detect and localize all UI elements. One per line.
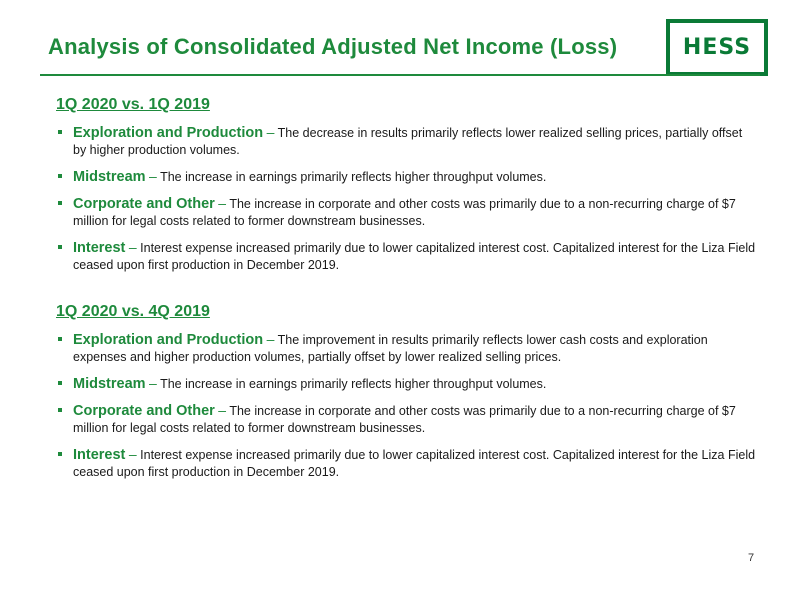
bullet-dash: – (149, 168, 157, 184)
bullet-text: The increase in earnings primarily reflects higher throughput volumes. (160, 377, 547, 391)
page-number: 7 (748, 552, 755, 564)
bullet-list-2 (56, 331, 756, 481)
bullet-item (56, 239, 756, 274)
bullet-list-1 (56, 124, 756, 274)
bullet-text: Interest expense increased primarily due to lower capitalized interest cost. Capitalized interest for the Liza Field ceased upon first production in December 2019. (73, 448, 756, 479)
bullet-dash: – (218, 402, 227, 418)
bullet-item (56, 195, 756, 230)
bullet-label: Exploration and Production (73, 125, 264, 141)
bullet-text: The improvement in results primarily reflects lower cash costs and exploration expenses and higher production volumes, partially offset by lower realized selling prices. (73, 333, 708, 364)
section-heading-1q2020-vs-1q2019: 1Q 2020 vs. 1Q 2019 (56, 96, 210, 113)
bullet-item (56, 168, 756, 186)
slide-title: Analysis of Consolidated Adjusted Net Income (Loss) (48, 34, 618, 59)
bullet-item (56, 331, 756, 366)
square-bullet-icon (58, 245, 62, 249)
bullet-item (56, 402, 756, 437)
square-bullet-icon (58, 130, 62, 134)
square-bullet-icon (58, 174, 62, 178)
bullet-label: Corporate and Other (73, 403, 215, 419)
bullet-label: Exploration and Production (73, 332, 264, 348)
bullet-label: Interest (73, 447, 126, 463)
bullet-label: Midstream (73, 169, 146, 185)
bullet-dash: – (218, 195, 227, 211)
bullet-text: The decrease in results primarily reflects lower realized selling prices, partially offset by higher production volumes. (73, 126, 743, 157)
logo-wordmark: HESS (682, 35, 752, 60)
hess-logo (666, 19, 768, 76)
bullet-item (56, 124, 756, 159)
bullet-dash: – (149, 375, 157, 391)
bullet-dash: – (266, 331, 275, 347)
bullet-text: Interest expense increased primarily due to lower capitalized interest cost. Capitalized interest for the Liza Field ceased upon first production in December 2019. (73, 241, 756, 272)
bullet-label: Interest (73, 240, 126, 256)
square-bullet-icon (58, 337, 62, 341)
square-bullet-icon (58, 408, 62, 412)
bullet-text: The increase in corporate and other costs was primarily due to a non-recurring charge of $7 million for legal costs related to former downstream businesses. (73, 404, 736, 435)
bullet-label: Corporate and Other (73, 196, 215, 212)
bullet-text: The increase in corporate and other costs was primarily due to a non-recurring charge of $7 million for legal costs related to former downstream businesses. (73, 197, 736, 228)
section-heading-1q2020-vs-4q2019: 1Q 2020 vs. 4Q 2019 (56, 303, 210, 320)
bullet-text: The increase in earnings primarily reflects higher throughput volumes. (160, 170, 547, 184)
square-bullet-icon (58, 201, 62, 205)
square-bullet-icon (58, 381, 62, 385)
bullet-item (56, 446, 756, 481)
bullet-label: Midstream (73, 376, 146, 392)
bullet-dash: – (128, 446, 137, 462)
logo-inner-box (670, 23, 764, 72)
square-bullet-icon (58, 452, 62, 456)
bullet-dash: – (266, 124, 275, 140)
bullet-item (56, 375, 756, 393)
title-divider (40, 74, 760, 76)
bullet-dash: – (128, 239, 137, 255)
